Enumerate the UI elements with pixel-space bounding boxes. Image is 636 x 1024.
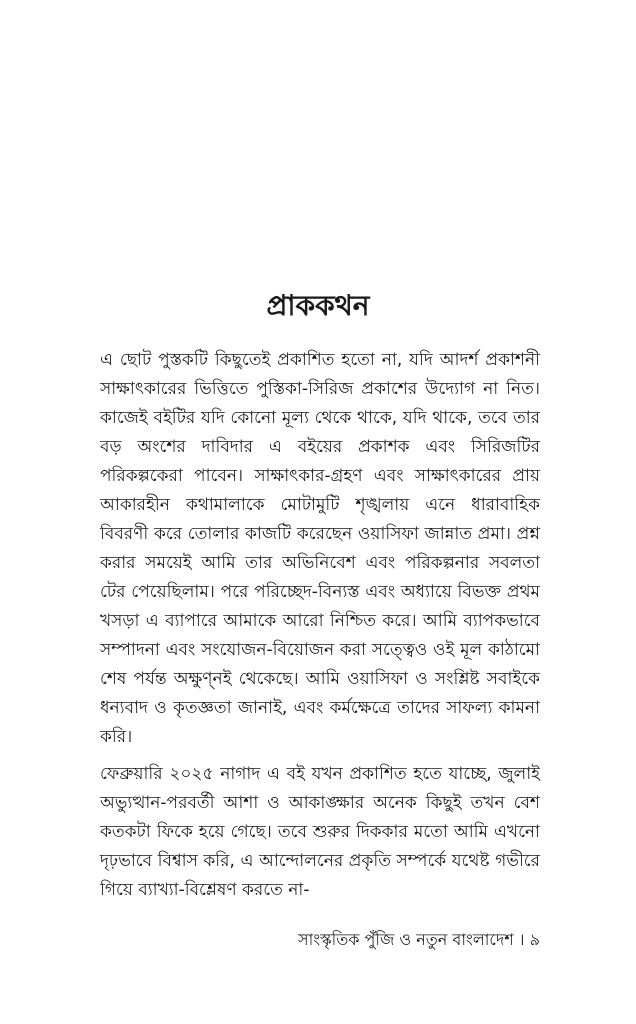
paragraph-2: ফেব্রুয়ারি ২০২৫ নাগাদ এ বই যখন প্রকাশিত হতে যাচ্ছে, জুলাই অভ্যুত্থান-পরবর্তী আশা ও আকাঙ্ক্ষার অনেক কিছুই তখন বেশ কতকটা ফিকে হয়ে গেছে। তবে শুরুর দিককার মতো আমি এখনো দৃঢ়ভাবে বিশ্বাস করি, এ আন্দোলনের প্রকৃতি সম্পর্কে যথেষ্ট গভীরে গিয়ে ব্যাখ্যা-বিশ্লেষণ করতে না- [100, 764, 540, 900]
running-footer: সাংস্কৃতিক পুঁজি ও নতুন বাংলাদেশ । ৯ [298, 930, 540, 949]
page-title: প্রাককথন [266, 289, 370, 322]
paragraph-1: এ ছোট পুস্তকটি কিছুতেই প্রকাশিত হতো না, যদি আদর্শ প্রকাশনী সাক্ষাৎকারের ভিত্তিতে পুস্তিকা-সিরিজ প্রকাশের উদ্যোগ না নিত। কাজেই বইটির যদি কোনো মূল্য থেকে থাকে, যদি থাকে, তবে তার বড় অংশের দাবিদার এ বইয়ের প্রকাশক এবং সিরিজটির পরিকল্পকেরা পাবেন। সাক্ষাৎকার-গ্রহণ এবং সাক্ষাৎকারের প্রায় আকারহীন কথামালাকে মোটামুটি শৃঙ্খলায় এনে ধারাবাহিক বিবরণী করে তোলার কাজটি করেছেন ওয়াসিফা জান্নাত প্রমা। প্রশ্ন করার সময়েই আমি তার অভিনিবেশ এবং পরিকল্পনার সবলতা টের পেয়েছিলাম। পরে পরিচ্ছেদ-বিন্যস্ত এবং অধ্যায়ে বিভক্ত প্রথম খসড়া এ ব্যাপারে আমাকে আরো নিশ্চিত করে। আমি ব্যাপকভাবে সম্পাদনা এবং সংযোজন-বিয়োজন করা সত্ত্বেও ওই মূল কাঠামো শেষ পর্যন্ত অক্ষুণ্নই থেকেছে। আমি ওয়াসিফা ও সংশ্লিষ্ট সবাইকে ধন্যবাদ ও কৃতজ্ঞতা জানাই, এবং কর্মক্ষেত্রে তাদের সাফল্য কামনা করি। [100, 350, 540, 747]
body-text [100, 346, 540, 913]
